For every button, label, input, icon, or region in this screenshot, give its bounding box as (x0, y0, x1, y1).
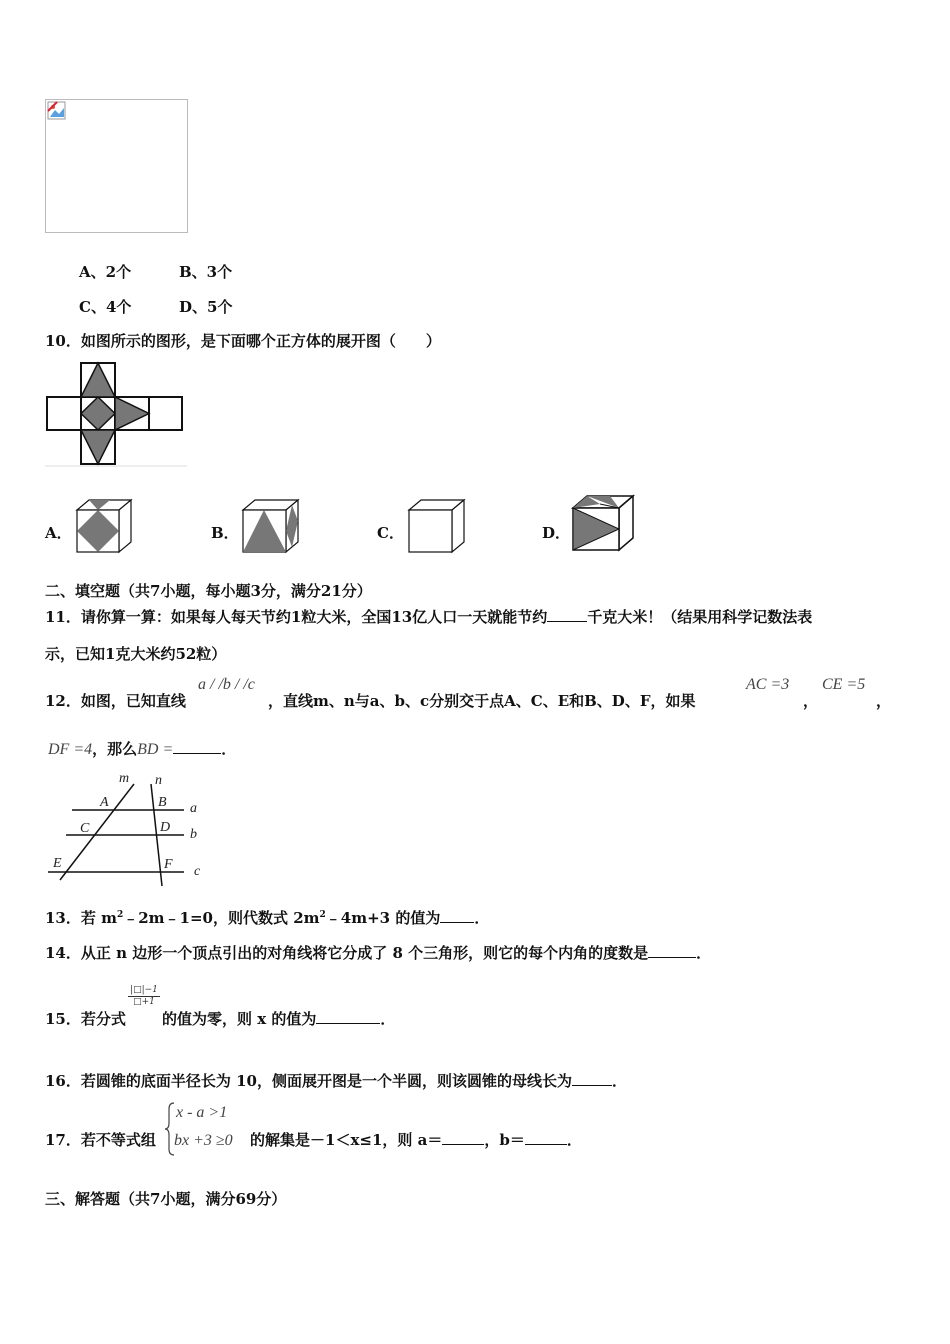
fig-label-D: D (160, 820, 171, 835)
cube-option-c (406, 498, 468, 556)
cube-net-figure (45, 360, 187, 468)
q17-inequality-2: bx +3 ≥0 (174, 1132, 233, 1149)
fig-label-a: a (190, 801, 197, 816)
q12-ce-expr: CE =5 (822, 676, 866, 693)
q14-line (45, 942, 711, 963)
q16-blank[interactable] (572, 1071, 612, 1086)
q14-text: 14．从正 n 边形一个顶点引出的对角线将它分成了 8 个三角形，则它的每个内角的度数是 (45, 944, 649, 962)
q10-option-d-label: D． (542, 524, 571, 542)
q14-end: ． (696, 944, 712, 962)
q15-prefix: 15．若分式 (45, 1010, 126, 1028)
q12-parallel-expr: a / /b / /c (198, 676, 255, 693)
q11-part2: 千克大米！（结果用科学记数法表 (587, 608, 813, 626)
q16-end: ． (611, 1072, 627, 1090)
fig-label-m: m (119, 771, 130, 786)
q9-option-b: B、3个 (179, 263, 233, 281)
cube-option-b (240, 498, 302, 556)
q13-blank[interactable] (440, 908, 474, 923)
q12-line2 (48, 738, 236, 759)
q9-option-a: A、2个 (79, 263, 132, 281)
section-3-title: 三、解答题（共7小题，满分69分） (45, 1190, 287, 1208)
q11-line1 (45, 606, 812, 627)
fig-label-c: c (194, 864, 201, 879)
q15-denominator: □+1 (133, 997, 155, 1007)
parallel-lines-figure (44, 770, 214, 888)
q15-end: ． (380, 1010, 396, 1028)
q17-rest (250, 1129, 582, 1150)
q12-end: ． (221, 740, 237, 758)
q11-line2: 示，已知1克大米约52粒） (45, 645, 227, 663)
q11-part1: 11．请你算一算：如果每人每天节约1粒大米，全国13亿人口一天就能节约 (45, 608, 548, 626)
q17-prefix: 17．若不等式组 (45, 1131, 156, 1149)
q10-option-a-label: A． (45, 524, 72, 542)
q15-suffix-line (162, 1008, 395, 1029)
q15-suffix: 的值为零，则 x 的值为 (162, 1010, 317, 1028)
q13-end: ． (474, 909, 490, 927)
q12-df-expr: DF =4 (48, 741, 93, 758)
q17-blank-b[interactable] (525, 1130, 567, 1145)
fig-label-C: C (80, 821, 90, 836)
q17-inequality-1: x - a >1 (176, 1104, 228, 1121)
fig-label-F: F (164, 857, 173, 872)
q12-then: ，那么 (92, 740, 138, 758)
q17-mid2: ，b＝ (484, 1131, 525, 1149)
cube-option-a (75, 498, 135, 556)
q9-option-d: D、5个 (179, 298, 233, 316)
q12-prefix: 12．如图，已知直线 (45, 692, 186, 710)
q17-end: ． (566, 1131, 582, 1149)
q14-blank[interactable] (648, 943, 696, 958)
q13-text (45, 907, 489, 928)
fig-label-E: E (53, 856, 62, 871)
q10-option-b-label: B． (211, 524, 239, 542)
section-2-title: 二、填空题（共7小题，每小题3分，满分21分） (45, 582, 372, 600)
q13-part3: ﹣4m+3 的值为 (325, 909, 441, 927)
cube-option-d (570, 494, 638, 554)
q10-text: 10．如图所示的图形，是下面哪个正方体的展开图（ ） (45, 332, 441, 350)
q12-comma1: ， (803, 692, 819, 710)
q16-text: 16．若圆锥的底面半径长为 10，侧面展开图是一个半圆，则该圆锥的母线长为 (45, 1072, 572, 1090)
broken-image-placeholder (45, 99, 188, 233)
broken-image-icon (47, 101, 67, 121)
q13-sup2: 2 (319, 910, 326, 920)
fig-label-b: b (190, 827, 197, 842)
q15-fraction (128, 985, 160, 1008)
q17-blank-a[interactable] (442, 1130, 484, 1145)
fig-label-n: n (155, 773, 162, 788)
q13-part2: ﹣2m﹣1=0，则代数式 2m (123, 909, 320, 927)
q10-option-c-label: C． (377, 524, 404, 542)
q13-sup1: 2 (116, 910, 124, 920)
fig-label-B: B (158, 795, 167, 810)
q12-comma2: ， (876, 692, 892, 710)
q15-blank[interactable] (316, 1009, 380, 1024)
q12-bd-expr: BD = (137, 741, 174, 758)
q12-middle: ，直线m、n与a、b、c分别交于点A、C、E和B、D、F，如果 (268, 692, 696, 710)
q16-line (45, 1070, 627, 1091)
fig-label-A: A (100, 795, 109, 810)
q11-blank[interactable] (547, 607, 587, 622)
q12-ac-expr: AC =3 (746, 676, 790, 693)
q13-part1: 13．若 m (45, 909, 117, 927)
q12-blank[interactable] (173, 739, 221, 754)
q17-mid: 的解集是－1＜x≤1，则 a＝ (250, 1131, 443, 1149)
q9-option-c: C、4个 (79, 298, 132, 316)
q15-numerator: |□|−1 (128, 985, 160, 997)
